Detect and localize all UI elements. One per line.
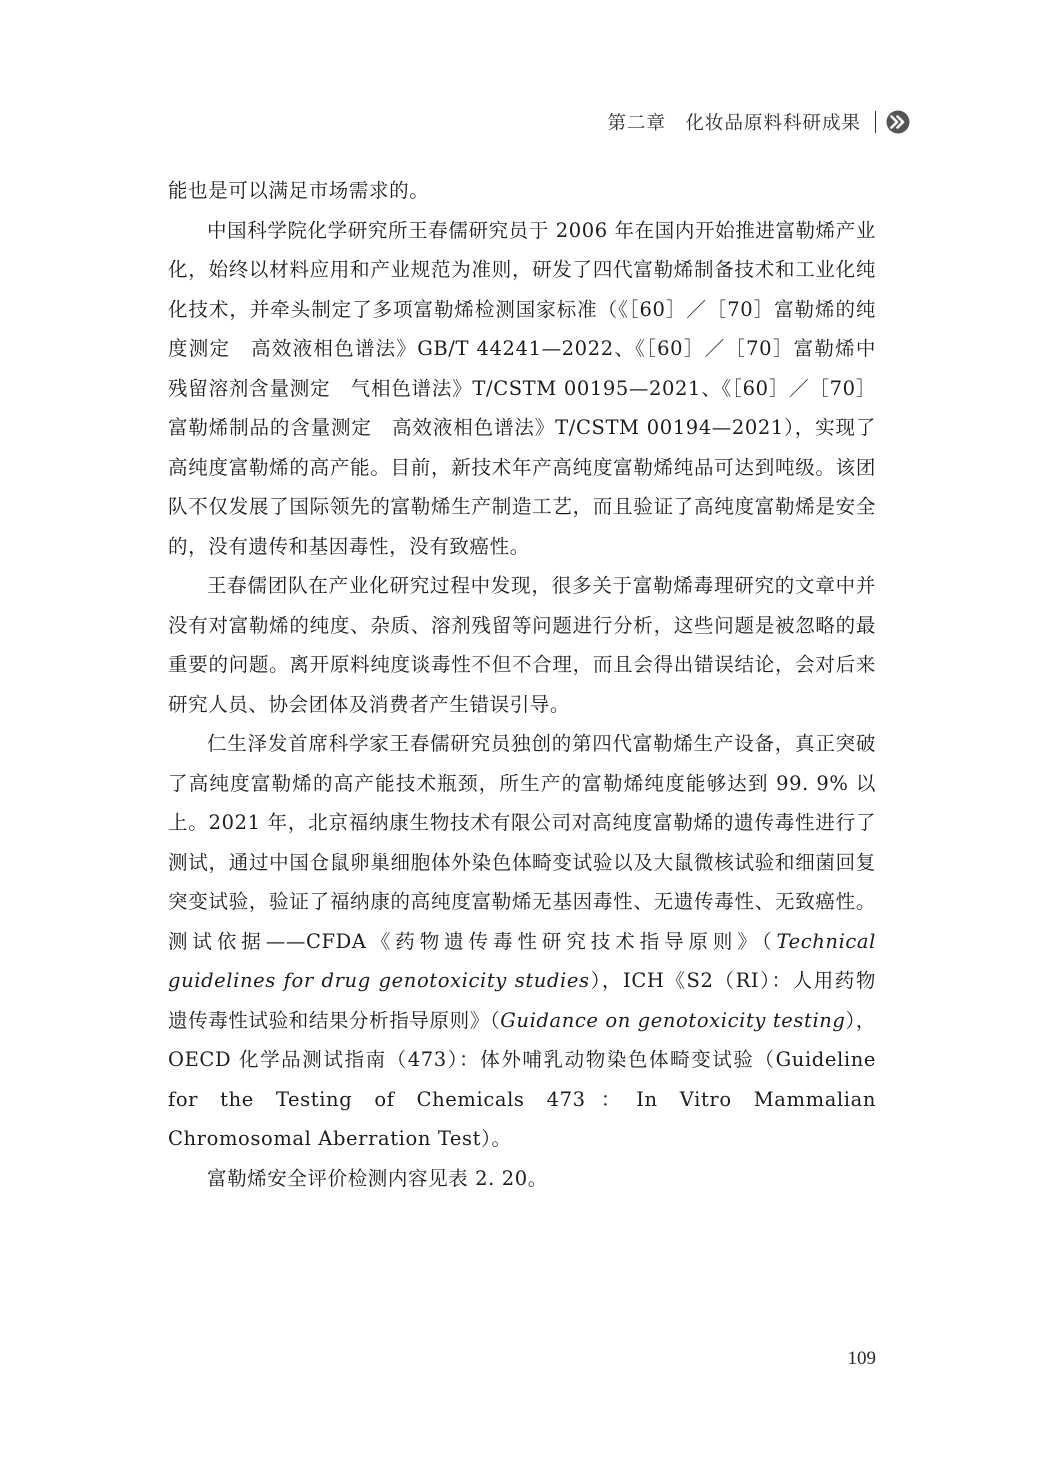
paragraph-table-reference: 富勒烯安全评价检测内容见表 2. 20。 bbox=[207, 1166, 548, 1190]
double-chevron-right-icon bbox=[886, 110, 910, 134]
chapter-title: 第二章 化妆品原料科研成果 bbox=[607, 113, 861, 134]
paragraph-genotoxicity-testing bbox=[168, 724, 876, 1159]
paragraph-text-segment: ），ICH《S2（RI）：人用药物遗传毒性试验和结果分析指导原则》（ bbox=[168, 969, 877, 1032]
body-text bbox=[168, 171, 876, 1198]
guideline-title-italic: Guidance on genotoxicity testing bbox=[500, 1008, 846, 1032]
paragraph-text-segment: 仁生泽发首席科学家王春儒研究员独创的第四代富勒烯生产设备，真正突破了高纯度富勒烯的高产能技术瓶颈，所生产的富勒烯纯度能够达到 99. 9% 以上。2021 年，北京福纳康生物技术有限公司对高纯度富勒烯的遗传毒性进行了测试，通过中国仓鼠卵巢细胞体外染色体畸变试验以及大鼠微核试验和细菌回复突变试验，验证了福纳康的高纯度富勒烯无基因毒性、无遗传毒性、无致癌性。测试依据——CFDA《药物遗传毒性研究技术指导原则》（ bbox=[168, 732, 876, 953]
paragraph-continuation: 能也是可以满足市场需求的。 bbox=[168, 179, 430, 202]
page-number: 109 bbox=[847, 1348, 876, 1369]
header-divider bbox=[875, 111, 876, 133]
guideline-title-italic: Technical guidelines for drug genotoxicity studies bbox=[168, 929, 876, 992]
running-header bbox=[607, 108, 910, 136]
paragraph-toxicity-research: 王春儒团队在产业化研究过程中发现，很多关于富勒烯毒理研究的文章中并没有对富勒烯的纯度、杂质、溶剂残留等问题进行分析，这些问题是被忽略的最重要的问题。离开原料纯度谈毒性不但不合理，而且会得出错误结论，会对后来研究人员、协会团体及消费者产生错误引导。 bbox=[168, 574, 876, 716]
paragraph-text-segment: ），OECD 化学品测试指南（473）：体外哺乳动物染色体畸变试验（Guideline for the Testing of Chemicals 473：In Vitro Mammalian Chromosomal Aberration Test）。 bbox=[168, 1008, 877, 1150]
paragraph-fullerene-industrialization: 中国科学院化学研究所王春儒研究员于 2006 年在国内开始推进富勒烯产业化，始终以材料应用和产业规范为准则，研发了四代富勒烯制备技术和工业化纯化技术，并牵头制定了多项富勒烯检测国家标准（《［60］／［70］富勒烯的纯度测定 高效液相色谱法》GB/T 44241—2022、《［60］／［70］富勒烯中残留溶剂含量测定 气相色谱法》T/CSTM 00195—2021、《［60］／［70］富勒烯制品的含量测定 高效液相色谱法》T/CSTM 00194—2021），实现了高纯度富勒烯的高产能。目前，新技术年产高纯度富勒烯纯品可达到吨级。该团队不仅发展了国际领先的富勒烯生产制造工艺，而且验证了高纯度富勒烯是安全的，没有遗传和基因毒性，没有致癌性。 bbox=[168, 218, 876, 558]
